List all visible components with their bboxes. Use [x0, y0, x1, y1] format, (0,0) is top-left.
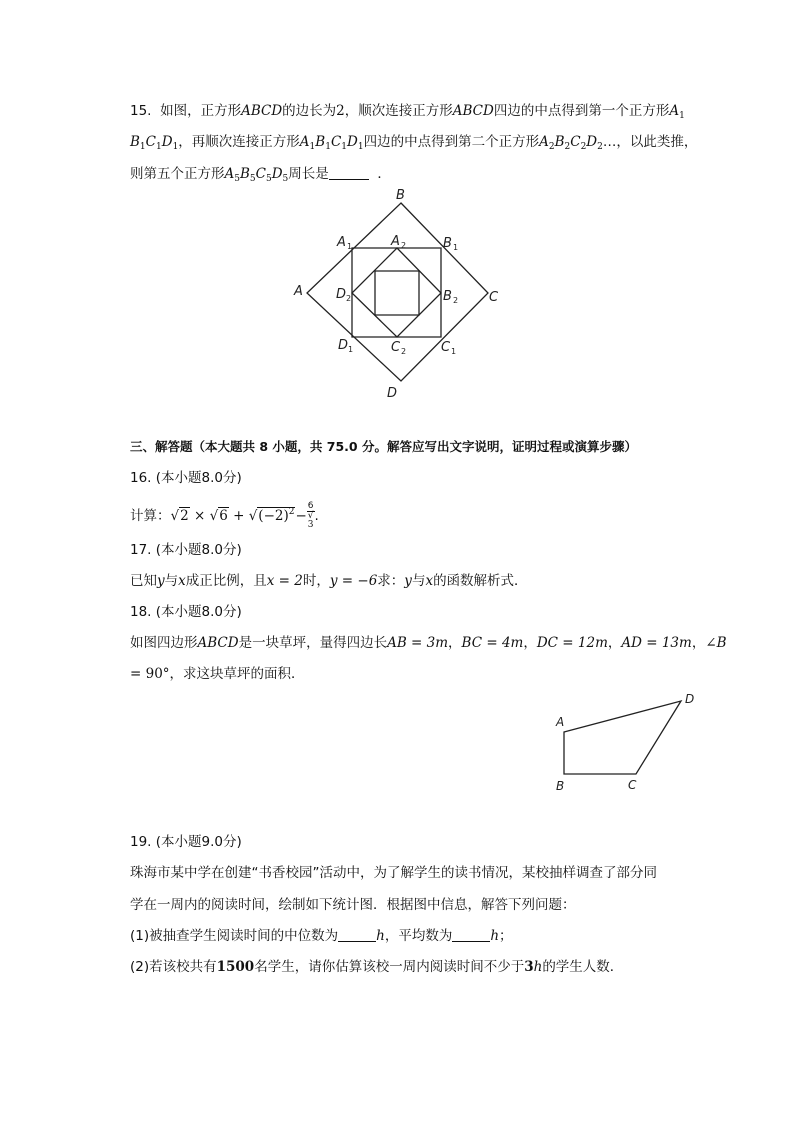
- q17-text: 的函数解析式．: [433, 573, 528, 589]
- q15-line-2: $B_1C_1D_1$，再顺次连接正方形$A_1B_1C_1D_1$四边的中点得到第二个正方形$A_2B_2C_2D_2\dots$，以此类推，: [130, 134, 698, 152]
- var-y: y: [157, 573, 165, 589]
- q16-prefix: 计算：: [130, 508, 171, 524]
- unit-h: h: [533, 959, 543, 975]
- q18-angle-value: = 90°: [130, 666, 170, 682]
- q15-text: 如图，正方形: [160, 103, 242, 119]
- label-sub: 2: [453, 296, 459, 305]
- q15-line-1: 15. 如图，正方形ABCD的边长为2，顺次连接正方形ABCD四边的中点得到第一个正方形$A_1$: [130, 103, 685, 121]
- square-a1b1c1d1: [352, 248, 441, 337]
- var-y: y: [404, 573, 412, 589]
- q18-text: ，求这块草坪的面积．: [169, 666, 305, 682]
- q16-expression: 计算：$√2 \times √6 + √(-2)^2-$ 6 √ 3 .: [130, 501, 319, 530]
- q19-header: 19. (本小题9.0分): [130, 834, 242, 850]
- q17-text: 求：: [377, 573, 405, 589]
- q18-angle: ∠B: [705, 635, 727, 651]
- square-a3b3c3d3: [375, 271, 419, 315]
- var-x: x: [178, 573, 186, 589]
- q19-text: 的学生人数．: [542, 959, 624, 975]
- label-a: A: [556, 715, 565, 729]
- q15-number: 15.: [130, 103, 152, 119]
- q18-abcd: ABCD: [197, 635, 239, 651]
- label-d: D: [387, 386, 398, 401]
- var-x: x: [425, 573, 434, 589]
- label-c2: C: [391, 340, 401, 355]
- q18-text: 是一块草坪，量得四边长: [238, 635, 388, 651]
- q18-ab: AB = 3m: [387, 635, 449, 651]
- q15-square-figure: [285, 183, 515, 408]
- label-c1: C: [441, 340, 451, 355]
- q16-header: 16. (本小题8.0分): [130, 470, 242, 486]
- label-sub: 1: [453, 243, 459, 252]
- q19-number: 3: [524, 959, 534, 975]
- q15-text: …，以此类推，: [602, 134, 698, 150]
- section-3-title: 三、解答题（本大题共 8 小题，共 75.0 分。解答应写出文字说明，证明过程或演算步骤）: [130, 439, 637, 454]
- label-d: D: [685, 692, 695, 706]
- label-b: B: [556, 779, 565, 793]
- q19-text: (2)若该校共有: [130, 959, 217, 975]
- q15-line-3: 则第五个正方形$A_5B_5C_5D_5$周长是 ．: [130, 166, 391, 184]
- q19-line-1: 珠海市某中学在创建“书香校园”活动中，为了解学生的读书情况，某校抽样调查了部分同: [130, 865, 657, 881]
- q15-text: ，顺次连接正方形: [344, 103, 453, 119]
- mean-blank[interactable]: [452, 927, 490, 942]
- q16-fraction: 6 √ 3: [307, 501, 314, 530]
- q17-header: 17. (本小题8.0分): [130, 542, 242, 558]
- q17-text: 与: [164, 573, 179, 589]
- q15-text: 的边长为: [282, 103, 337, 119]
- q19-text: (1)被抽查学生阅读时间的中位数为: [130, 928, 339, 944]
- q18-bc: BC = 4m: [461, 635, 524, 651]
- label-sub: 2: [346, 294, 352, 303]
- q19-part-1: [130, 926, 513, 946]
- label-c: C: [628, 778, 637, 792]
- q15-text: 四边的中点得到第一个正方形: [493, 103, 670, 119]
- label-b: B: [396, 188, 405, 203]
- q19-part-2: [130, 957, 623, 977]
- label-c: C: [489, 290, 499, 305]
- q17-text: 时，: [302, 573, 330, 589]
- label-sub: 1: [348, 345, 354, 354]
- square-a2b2c2d2: [352, 248, 441, 337]
- q18-quadrilateral-figure: [548, 688, 708, 798]
- q17-cond: y = −6: [329, 573, 378, 589]
- unit-h: h: [490, 928, 500, 944]
- q15-text: ．: [377, 166, 391, 182]
- label-sub: 1: [347, 242, 353, 251]
- label-b2: B: [443, 289, 452, 304]
- label-sub: 2: [401, 241, 407, 250]
- q18-dc: DC = 12m: [536, 635, 608, 651]
- q18-header: 18. (本小题8.0分): [130, 604, 242, 620]
- q17-text: 与: [411, 573, 426, 589]
- q17-text: [130, 571, 528, 591]
- q18-text: 如图四边形: [130, 635, 198, 651]
- q19-text: ，平均数为: [384, 928, 453, 944]
- label-a1: A: [337, 235, 346, 250]
- label-d2: D: [336, 287, 347, 302]
- q19-text: 名学生，请你估算该校一周内阅读时间不少于: [254, 959, 525, 975]
- label-a: A: [294, 284, 303, 299]
- q19-number: 1500: [216, 959, 255, 975]
- q18-text-1: 如图四边形ABCD是一块草坪，量得四边长AB = 3m，BC = 4m，DC = 12m，AD = 13m，∠B: [130, 635, 727, 651]
- label-sub: 1: [451, 347, 457, 356]
- q15-side: 2: [336, 103, 345, 119]
- label-sub: 2: [401, 347, 407, 356]
- label-a2: A: [391, 234, 400, 249]
- median-blank[interactable]: [338, 927, 376, 942]
- label-b1: B: [443, 236, 452, 251]
- quadrilateral-abcd: [564, 701, 681, 774]
- q18-ad: AD = 13m: [621, 635, 692, 651]
- q15-abcd: ABCD: [452, 103, 494, 119]
- q18-text-2: [130, 664, 305, 684]
- q15-text: 四边的中点得到第二个正方形: [363, 134, 540, 150]
- q15-text: ，再顺次连接正方形: [178, 134, 300, 150]
- q15-text: 则第五个正方形: [130, 166, 225, 182]
- q17-text: 成正比例，且: [185, 573, 267, 589]
- q19-text: ；: [499, 928, 513, 944]
- q17-text: 已知: [130, 573, 157, 589]
- unit-h: h: [376, 928, 385, 944]
- answer-blank[interactable]: [329, 165, 369, 180]
- q17-cond: x = 2: [266, 573, 303, 589]
- q19-line-2: 学在一周内的阅读时间，绘制如下统计图．根据图中信息，解答下列问题：: [130, 897, 576, 913]
- q15-text: 周长是: [288, 166, 329, 182]
- q15-a1: A: [669, 103, 680, 119]
- q15-abcd: ABCD: [241, 103, 283, 119]
- label-d1: D: [338, 338, 349, 353]
